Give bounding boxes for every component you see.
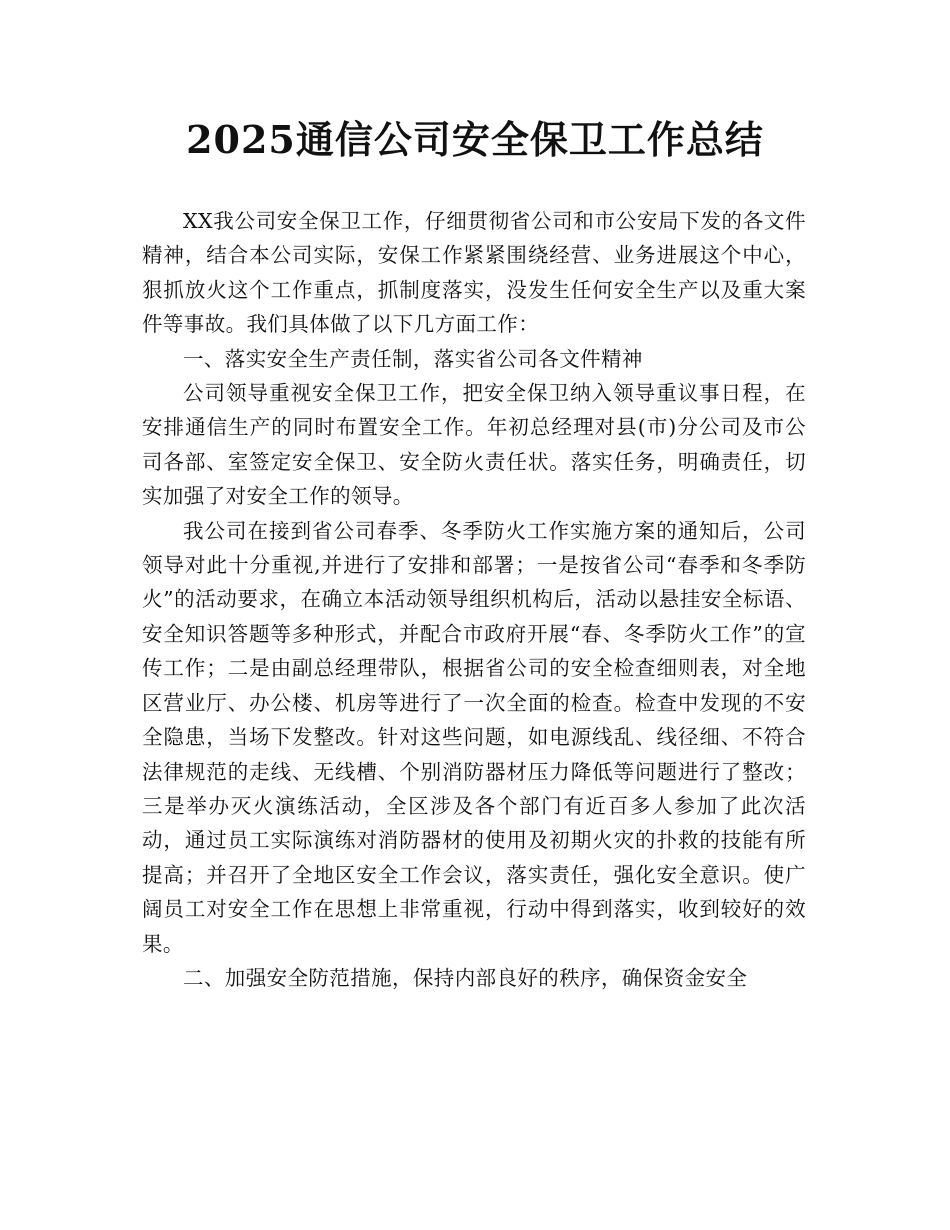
body-paragraph: 公司领导重视安全保卫工作，把安全保卫纳入领导重议事日程，在安排通信生产的同时布置安全工作。年初总经理对县(市)分公司及市公司各部、室签定安全保卫、安全防火责任状。落实任务，明确责任，切实加强了对安全工作的领导。	[142, 381, 806, 509]
body-paragraph: 我公司在接到省公司春季、冬季防火工作实施方案的通知后，公司领导对此十分重视,并进行了安排和部署；一是按省公司“春季和冬季防火”的活动要求，在确立本活动领导组织机构后，活动以悬挂安全标语、安全知识答题等多种形式，并配合市政府开展“春、冬季防火工作”的宣传工作；二是由副总经理带队，根据省公司的安全检查细则表，对全地区营业厅、办公楼、机房等进行了一次全面的检查。检查中发现的不安全隐患，当场下发整改。针对这些问题，如电源线乱、线径细、不符合法律规范的走线、无线槽、个别消防器材压力降低等问题进行了整改；三是举办灭火演练活动，全区涉及各个部门有近百多人参加了此次活动，通过员工实际演练对消防器材的使用及初期火灾的扑救的技能有所提高；并召开了全地区安全工作会议，落实责任，强化安全意识。使广阔员工对安全工作在思想上非常重视，行动中得到落实，收到较好的效果。	[142, 518, 806, 956]
document-title: 2025通信公司安全保卫工作总结	[186, 117, 764, 162]
section-heading-1: 一、落实安全生产责任制，落实省公司各文件精神	[183, 346, 643, 371]
document-body	[142, 204, 806, 995]
section-heading-2: 二、加强安全防范措施，保持内部良好的秩序，确保资金安全	[183, 965, 748, 990]
intro-paragraph: XX我公司安全保卫工作，仔细贯彻省公司和市公安局下发的各文件精神，结合本公司实际，安保工作紧紧围绕经营、业务进展这个中心，狠抓放火这个工作重点，抓制度落实，没发生任何安全生产以及重大案件等事故。我们具体做了以下几方面工作：	[142, 209, 806, 337]
